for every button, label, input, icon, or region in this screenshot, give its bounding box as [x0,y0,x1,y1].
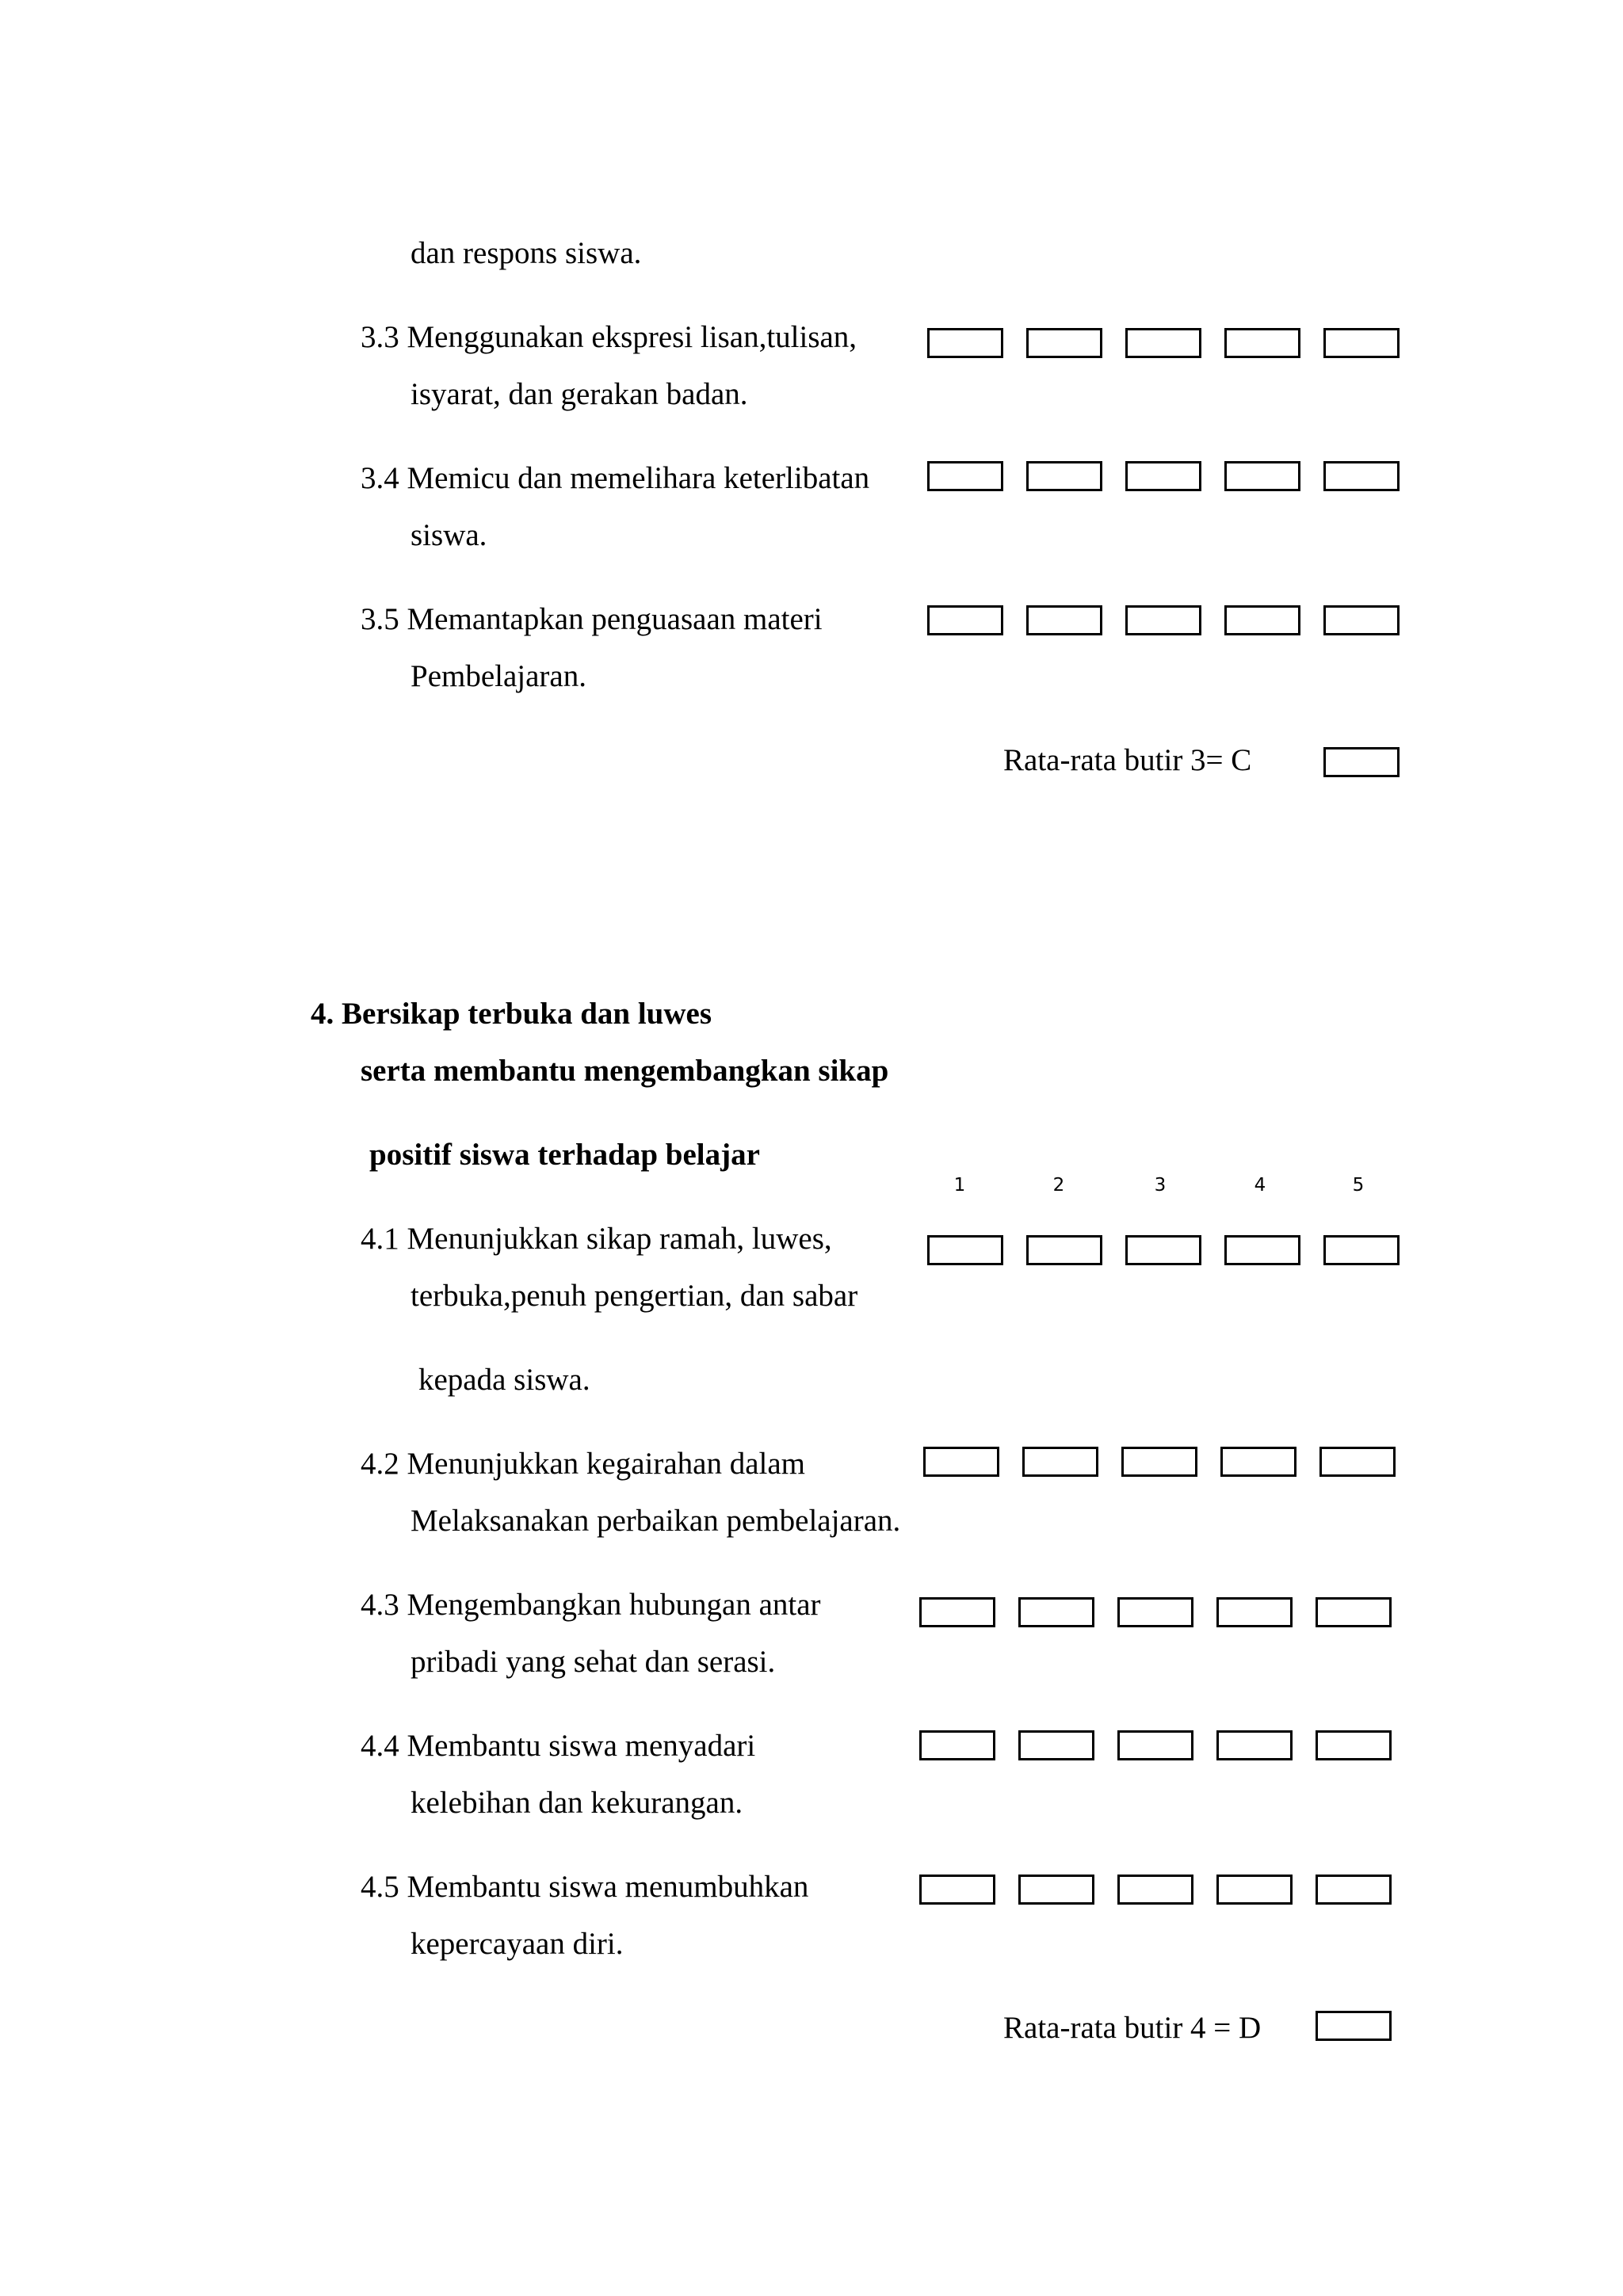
average-4-box[interactable] [1316,2011,1392,2041]
rating-box-1[interactable] [927,1235,1003,1265]
rating-box-4[interactable] [1224,461,1300,491]
item-3-4-text-cont: siswa. [411,518,487,552]
rating-box-5[interactable] [1323,328,1400,358]
rating-box-3[interactable] [1121,1447,1197,1477]
item-3-3-text: 3.3 Menggunakan ekspresi lisan,tulisan, [361,320,857,354]
rating-box-4[interactable] [1224,328,1300,358]
item-4-1-text-cont-2: kepada siswa. [418,1363,590,1397]
rating-box-2[interactable] [1018,1875,1094,1905]
rating-box-3[interactable] [1125,461,1201,491]
rating-box-3[interactable] [1125,605,1201,635]
item-3-2-continuation: dan respons siswa. [411,236,642,270]
rating-box-4[interactable] [1216,1730,1293,1760]
item-4-1-text: 4.1 Menunjukkan sikap ramah, luwes, [361,1222,832,1256]
rating-box-5[interactable] [1316,1875,1392,1905]
rating-box-2[interactable] [1026,328,1102,358]
rating-box-2[interactable] [1018,1730,1094,1760]
item-4-4-text: 4.4 Membantu siswa menyadari [361,1729,756,1763]
average-3-label: Rata-rata butir 3= C [1003,743,1252,777]
item-3-4-text: 3.4 Memicu dan memelihara keterlibatan [361,461,870,495]
item-4-2-text: 4.2 Menunjukkan kegairahan dalam [361,1447,805,1481]
item-4-5-text-cont: kepercayaan diri. [411,1927,624,1961]
rating-box-1[interactable] [923,1447,999,1477]
rating-box-5[interactable] [1316,1730,1392,1760]
section-4-heading-line-3: positif siswa terhadap belajar [369,1138,760,1172]
rating-box-5[interactable] [1323,461,1400,491]
scale-label-2: 2 [1052,1175,1065,1196]
item-4-2-text-cont: Melaksanakan perbaikan pembelajaran. [411,1504,901,1538]
rating-box-1[interactable] [927,461,1003,491]
item-4-1-text-cont: terbuka,penuh pengertian, dan sabar [411,1279,858,1313]
scale-label-3: 3 [1154,1175,1167,1196]
item-4-4-text-cont: kelebihan dan kekurangan. [411,1786,743,1820]
item-4-3-text-cont: pribadi yang sehat dan serasi. [411,1645,776,1679]
rating-box-5[interactable] [1316,1597,1392,1627]
rating-box-2[interactable] [1026,1235,1102,1265]
item-4-3-text: 4.3 Mengembangkan hubungan antar [361,1588,821,1622]
item-3-5-text: 3.5 Memantapkan penguasaan materi [361,602,823,636]
rating-box-5[interactable] [1323,1235,1400,1265]
average-3-box[interactable] [1323,747,1400,777]
rating-box-4[interactable] [1216,1597,1293,1627]
section-4-heading-line-2: serta membantu mengembangkan sikap [361,1054,889,1088]
scale-label-1: 1 [953,1175,966,1196]
rating-box-4[interactable] [1216,1875,1293,1905]
rating-box-1[interactable] [919,1597,995,1627]
average-4-label: Rata-rata butir 4 = D [1003,2011,1262,2045]
rating-box-3[interactable] [1117,1875,1193,1905]
rating-box-3[interactable] [1125,328,1201,358]
section-4-heading: 4. Bersikap terbuka dan luwes [311,997,712,1031]
rating-box-2[interactable] [1022,1447,1098,1477]
rating-box-1[interactable] [919,1730,995,1760]
item-4-5-text: 4.5 Membantu siswa menumbuhkan [361,1870,809,1904]
rating-box-3[interactable] [1117,1730,1193,1760]
rating-box-5[interactable] [1319,1447,1396,1477]
scale-label-5: 5 [1352,1175,1365,1196]
rating-box-2[interactable] [1026,461,1102,491]
rating-box-3[interactable] [1117,1597,1193,1627]
rating-box-3[interactable] [1125,1235,1201,1265]
rating-box-2[interactable] [1018,1597,1094,1627]
rating-box-1[interactable] [927,605,1003,635]
scale-label-4: 4 [1254,1175,1266,1196]
rating-box-4[interactable] [1224,605,1300,635]
rating-box-1[interactable] [927,328,1003,358]
rating-box-4[interactable] [1224,1235,1300,1265]
rating-box-1[interactable] [919,1875,995,1905]
rating-box-2[interactable] [1026,605,1102,635]
rating-box-4[interactable] [1220,1447,1296,1477]
rating-box-5[interactable] [1323,605,1400,635]
item-3-5-text-cont: Pembelajaran. [411,659,586,693]
item-3-3-text-cont: isyarat, dan gerakan badan. [411,377,748,411]
